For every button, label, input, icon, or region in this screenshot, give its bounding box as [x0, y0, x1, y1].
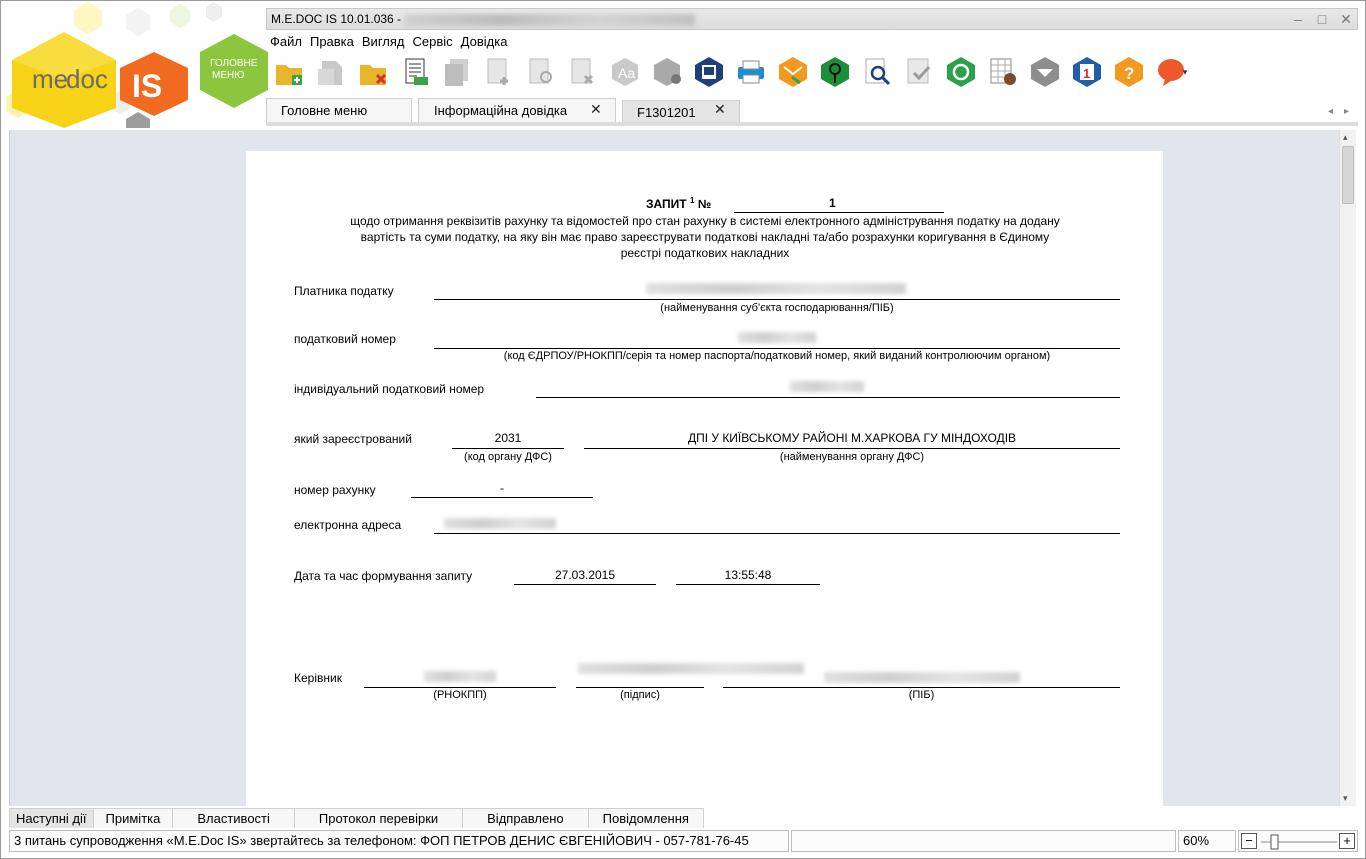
- calculator-button[interactable]: [982, 54, 1024, 90]
- home-hexagon-icon: [198, 32, 268, 108]
- chat-button[interactable]: [1150, 54, 1192, 90]
- document-page: [246, 151, 1163, 806]
- checklist-button[interactable]: [898, 54, 940, 90]
- subtitle-line-1: щодо отримання реквізитів рахунку та відомостей про стан рахунку в системі електронного адміністрування податку на додану: [350, 214, 1060, 228]
- font-button[interactable]: [604, 54, 646, 90]
- account-value: -: [500, 481, 504, 495]
- pib-caption: (ПІБ): [908, 689, 935, 701]
- tab-info-reference[interactable]: [418, 98, 616, 122]
- new-doc-icon: [272, 55, 306, 89]
- menu-file[interactable]: Файл: [270, 34, 302, 49]
- chat-dropdown-icon[interactable]: ▾: [1182, 66, 1188, 77]
- copy-doc-icon: [314, 55, 348, 89]
- svg-text:МЕНЮ: МЕНЮ: [212, 70, 245, 81]
- checklist-icon: [902, 55, 936, 89]
- payer-caption: (найменування суб'єкта господарювання/ПІБ): [660, 302, 894, 314]
- time-line: [676, 584, 820, 585]
- tab-sent[interactable]: Відправлено: [462, 808, 588, 828]
- tab-scroll-right-icon[interactable]: ▸: [1344, 106, 1350, 117]
- export-image-button[interactable]: [688, 54, 730, 90]
- tab-next-actions[interactable]: Наступні дії: [9, 808, 94, 828]
- status-message: 3 питань супроводження «M.E.Doc IS» звертайтесь за телефоном: ФОП ПЕТРОВ ДЕНИС ЄВГЕНІЙОВИЧ - 057-781-76-45: [9, 830, 789, 852]
- payer-label: Платника податку: [294, 284, 394, 298]
- redacted-manager-name: [824, 672, 1020, 683]
- registered-name-caption: (найменування органу ДФС): [779, 451, 925, 463]
- send-button[interactable]: [772, 54, 814, 90]
- subtitle-line-3: реєстрі податкових накладних: [620, 246, 790, 260]
- tab-properties[interactable]: Властивості: [172, 808, 295, 828]
- delete-doc-icon: [356, 55, 390, 89]
- zoom-slider-thumb: [1271, 835, 1278, 849]
- menu-edit[interactable]: Правка: [309, 34, 354, 49]
- print-button[interactable]: [730, 54, 772, 90]
- menu-service[interactable]: Сервіс: [412, 34, 453, 49]
- duplicate-icon: [440, 55, 474, 89]
- toolbar: [268, 54, 1192, 90]
- date-value: 27.03.2015: [554, 568, 616, 582]
- taxnum-label: податковий номер: [294, 332, 396, 346]
- date-line: [514, 584, 656, 585]
- rnokpp-caption: (РНОКПП): [433, 689, 487, 701]
- delete-row-button[interactable]: [562, 54, 604, 90]
- font-icon: [608, 55, 642, 89]
- account-label: номер рахунку: [294, 483, 376, 497]
- registered-name-line: [584, 448, 1120, 449]
- home-menu-button[interactable]: [198, 32, 268, 108]
- title-bar: [266, 8, 1358, 30]
- taxnum-line: [434, 348, 1120, 349]
- new-doc-button[interactable]: [268, 54, 310, 90]
- redacted-email: [444, 518, 556, 529]
- request-number-line: [734, 212, 944, 213]
- signature-caption: (підпис): [620, 689, 660, 701]
- tab-bar: [266, 98, 1358, 124]
- ipn-label: індивідуальний податковий номер: [294, 382, 485, 396]
- pib-line: [723, 687, 1120, 688]
- svg-text:Aa: Aa: [618, 65, 636, 81]
- save-button[interactable]: [394, 54, 436, 90]
- find-row-button[interactable]: [520, 54, 562, 90]
- email-label: електронна адреса: [294, 518, 402, 532]
- tab-messages[interactable]: Повідомлення: [588, 808, 704, 828]
- svg-text:doc: doc: [66, 64, 108, 94]
- delete-row-icon: [566, 55, 600, 89]
- zoom-in-button[interactable]: +: [1339, 833, 1355, 849]
- sign-button[interactable]: [1024, 54, 1066, 90]
- preview-icon: [860, 55, 894, 89]
- close-window-button[interactable]: ✕: [1340, 11, 1352, 27]
- scroll-up-icon[interactable]: ▴: [1343, 132, 1348, 142]
- zoom-control: [1238, 830, 1358, 852]
- refresh-button[interactable]: [940, 54, 982, 90]
- print-icon: [734, 55, 768, 89]
- datetime-label: Дата та час формування запиту: [294, 569, 473, 583]
- registered-code-line: [452, 448, 564, 449]
- payer-line: [434, 299, 1120, 300]
- search-key-button[interactable]: [814, 54, 856, 90]
- zoom-level: 60%: [1178, 830, 1236, 852]
- signature-line: [576, 687, 704, 688]
- tab-scroll-left-icon[interactable]: ◂: [1328, 106, 1334, 117]
- svg-text:me: me: [32, 64, 69, 94]
- redacted-title-text: [405, 14, 695, 26]
- subtitle-line-2: вартість та суми податку, на яку він має право зареєструвати податкові накладні та/або розрахунки коригування в Єдиному: [360, 230, 1050, 244]
- zoom-slider[interactable]: [1259, 834, 1339, 850]
- menu-bar: [266, 32, 511, 52]
- add-row-button[interactable]: [478, 54, 520, 90]
- tab-close-icon[interactable]: ✕: [590, 101, 602, 117]
- status-bar: [9, 830, 1358, 852]
- calculator-icon: [986, 55, 1020, 89]
- menu-help[interactable]: Довідка: [460, 34, 508, 49]
- manager-label: Керівник: [294, 671, 342, 685]
- tab-label: Інформаційна довідка: [434, 103, 568, 118]
- email-line: [434, 533, 1120, 534]
- svg-text:?: ?: [1124, 64, 1135, 83]
- export-image-icon: [692, 55, 726, 89]
- request-number: 1: [829, 196, 836, 210]
- copy-doc-button[interactable]: [310, 54, 352, 90]
- registered-code: 2031: [494, 431, 522, 445]
- search-key-icon: [818, 55, 852, 89]
- redacted-signature: [578, 663, 804, 674]
- help-icon: [1112, 55, 1146, 89]
- find-row-icon: [524, 55, 558, 89]
- save-icon: [398, 55, 432, 89]
- menu-view[interactable]: Вигляд: [361, 34, 405, 49]
- minimize-button[interactable]: –: [1294, 11, 1302, 27]
- status-empty-cell: [791, 830, 1176, 852]
- redacted-manager-rnokpp: [424, 671, 496, 682]
- sign-icon: [1028, 55, 1062, 89]
- logo-area: [0, 0, 268, 128]
- svg-text:IS: IS: [132, 68, 163, 104]
- registered-label: який зареєстрований: [294, 432, 412, 446]
- account-line: [411, 497, 593, 498]
- medoc-logo: [8, 30, 120, 128]
- registered-code-caption: (код органу ДФС): [464, 451, 552, 463]
- refresh-icon: [944, 55, 978, 89]
- scroll-down-icon[interactable]: ▾: [1343, 793, 1348, 803]
- redacted-ipn: [790, 381, 864, 392]
- scroll-thumb[interactable]: [1342, 146, 1354, 204]
- duplicate-button[interactable]: [436, 54, 478, 90]
- calendar-icon: [1070, 55, 1104, 89]
- bottom-tabs: [9, 808, 703, 828]
- rnokpp-line: [364, 687, 556, 688]
- calendar-button[interactable]: [1066, 54, 1108, 90]
- svg-text:1: 1: [1083, 66, 1091, 81]
- document-viewport[interactable]: [9, 130, 1339, 806]
- tab-note[interactable]: Примітка: [93, 808, 174, 828]
- settings-button[interactable]: [646, 54, 688, 90]
- vertical-scrollbar[interactable]: [1339, 130, 1356, 806]
- tab-label: Головне меню: [281, 103, 368, 118]
- redacted-payer-name: [646, 283, 906, 294]
- zoom-out-button[interactable]: −: [1241, 833, 1257, 849]
- tab-underline: [266, 122, 1358, 126]
- tab-main-menu[interactable]: [266, 98, 412, 122]
- taxnum-caption: (код ЄДРПОУ/РНОКПП/серія та номер паспорта/податковий номер, який виданий контролюючим органом): [503, 350, 1051, 362]
- add-row-icon: [482, 55, 516, 89]
- help-button[interactable]: [1108, 54, 1150, 90]
- settings-icon: [650, 55, 684, 89]
- is-logo: [118, 52, 190, 116]
- svg-text:ГОЛОВНЕ: ГОЛОВНЕ: [210, 58, 258, 69]
- tab-label: F1301201: [637, 105, 696, 120]
- ipn-line: [536, 397, 1120, 398]
- window-title: M.E.DOC IS 10.01.036 -: [271, 12, 695, 26]
- tab-close-icon[interactable]: ✕: [714, 101, 726, 117]
- preview-button[interactable]: [856, 54, 898, 90]
- time-value: 13:55:48: [724, 568, 772, 582]
- delete-doc-button[interactable]: [352, 54, 394, 90]
- send-icon: [776, 55, 810, 89]
- registered-name: ДПІ У КИЇВСЬКОМУ РАЙОНІ М.ХАРКОВА ГУ МІНДОХОДІВ: [687, 431, 1017, 445]
- redacted-tax-number: [738, 332, 816, 343]
- document-heading: ЗАПИТ $^1$ №: [646, 196, 712, 211]
- maximize-button[interactable]: □: [1317, 11, 1327, 27]
- tab-check-protocol[interactable]: Протокол перевірки: [294, 808, 463, 828]
